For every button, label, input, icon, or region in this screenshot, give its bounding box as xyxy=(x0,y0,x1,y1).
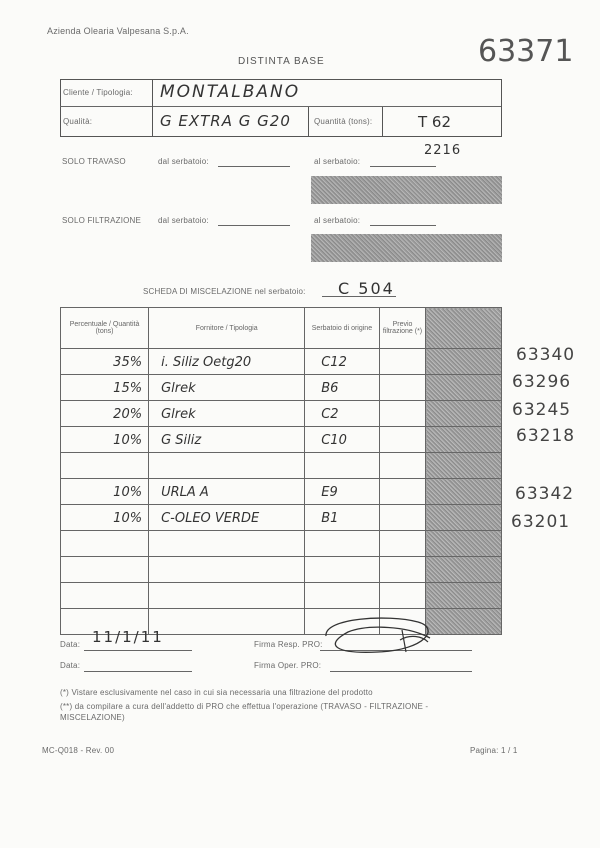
quality-value[interactable]: G EXTRA G G20 xyxy=(160,112,291,130)
row-tank: C2 xyxy=(321,406,339,422)
lot-number: 63342 xyxy=(515,484,575,504)
form-code: MC-Q018 - Rev. 00 xyxy=(42,746,115,755)
table-row xyxy=(61,349,502,375)
signature-resp-label: Firma Resp. PRO: xyxy=(254,640,323,649)
row-qty: 10% xyxy=(113,484,143,500)
row-supplier: URLA A xyxy=(161,484,209,500)
header-quantity: Percentuale / Quantità (tons) xyxy=(61,308,149,349)
table-row xyxy=(61,505,502,531)
client-value[interactable]: MONTALBANO xyxy=(160,82,301,102)
row-shaded xyxy=(426,375,502,401)
miscelazione-label: SCHEDA DI MISCELAZIONE nel serbatoio: xyxy=(143,287,306,296)
qty-right-divider xyxy=(382,107,383,136)
row-tank: C10 xyxy=(321,432,347,448)
client-row-divider xyxy=(60,106,501,107)
travaso-shaded-area xyxy=(311,176,502,204)
client-col-divider xyxy=(152,79,153,136)
client-label: Cliente / Tipologia: xyxy=(63,88,133,97)
row-shaded xyxy=(426,479,502,505)
row-filtration[interactable] xyxy=(379,375,426,401)
row-qty: 10% xyxy=(113,510,143,526)
quantity-value[interactable]: T 62 xyxy=(418,113,452,131)
lot-number: 63340 xyxy=(516,345,576,365)
page-number: Pagina: 1 / 1 xyxy=(470,746,518,755)
filtrazione-from-line[interactable] xyxy=(218,225,290,226)
row-supplier: Glrek xyxy=(161,406,196,422)
filtrazione-from-label: dal serbatoio: xyxy=(158,216,209,225)
row-shaded xyxy=(426,401,502,427)
row-tank: E9 xyxy=(321,484,338,500)
row-supplier: C-OLEO VERDE xyxy=(161,510,260,526)
table-row xyxy=(61,583,502,609)
footnote-filtration: (*) Vistare esclusivamente nel caso in cui sia necessaria una filtrazione del prodotto xyxy=(60,688,373,697)
table-row xyxy=(61,375,502,401)
row-filtration[interactable] xyxy=(379,505,426,531)
travaso-label: SOLO TRAVASO xyxy=(62,157,126,166)
signature-oper-line[interactable] xyxy=(330,671,472,672)
header-filtration: Previo filtrazione (*) xyxy=(379,308,426,349)
row-filtration[interactable] xyxy=(379,531,426,557)
signature-oper-label: Firma Oper. PRO: xyxy=(254,661,322,670)
date2-label: Data: xyxy=(60,661,81,670)
company-name: Azienda Olearia Valpesana S.p.A. xyxy=(47,26,189,36)
row-filtration[interactable] xyxy=(379,453,426,479)
row-filtration[interactable] xyxy=(379,401,426,427)
mix-table xyxy=(60,307,502,635)
travaso-to-value: 2216 xyxy=(424,143,462,158)
row-filtration[interactable] xyxy=(379,427,426,453)
row-shaded xyxy=(426,505,502,531)
travaso-to-line[interactable] xyxy=(370,166,436,167)
row-qty: 20% xyxy=(113,406,143,422)
table-row xyxy=(61,531,502,557)
row-supplier: G Siliz xyxy=(161,432,202,448)
header-shaded xyxy=(426,308,502,349)
table-row xyxy=(61,479,502,505)
row-filtration[interactable] xyxy=(379,349,426,375)
lot-number: 63245 xyxy=(512,400,572,420)
date-value: 11/1/11 xyxy=(92,628,164,646)
table-header-row xyxy=(61,308,502,349)
quality-label: Qualità: xyxy=(63,117,93,126)
row-supplier: i. Siliz Oetg20 xyxy=(161,354,252,370)
row-qty: 15% xyxy=(113,380,143,396)
row-qty: 35% xyxy=(113,354,143,370)
row-shaded xyxy=(426,531,502,557)
filtrazione-to-label: al serbatoio: xyxy=(314,216,361,225)
lot-number: 63218 xyxy=(516,426,576,446)
document-number: 63371 xyxy=(478,34,574,69)
filtrazione-to-line[interactable] xyxy=(370,225,436,226)
table-row xyxy=(61,453,502,479)
lot-number: 63201 xyxy=(511,512,571,532)
header-origin-tank: Serbatoio di origine xyxy=(305,308,379,349)
date-label: Data: xyxy=(60,640,81,649)
table-row xyxy=(61,427,502,453)
travaso-from-label: dal serbatoio: xyxy=(158,157,209,166)
qty-left-divider xyxy=(308,107,309,136)
filtrazione-label: SOLO FILTRAZIONE xyxy=(62,216,142,225)
date2-line[interactable] xyxy=(84,671,192,672)
row-shaded xyxy=(426,453,502,479)
signature-resp-image xyxy=(318,612,440,656)
header-supplier: Fornitore / Tipologia xyxy=(149,308,305,349)
date-line[interactable] xyxy=(84,650,192,651)
row-tank: C12 xyxy=(321,354,347,370)
table-row xyxy=(61,557,502,583)
row-shaded xyxy=(426,427,502,453)
row-filtration[interactable] xyxy=(379,557,426,583)
row-qty: 10% xyxy=(113,432,143,448)
row-shaded xyxy=(426,583,502,609)
travaso-from-line[interactable] xyxy=(218,166,290,167)
row-filtration[interactable] xyxy=(379,479,426,505)
table-row xyxy=(61,401,502,427)
row-tank: B1 xyxy=(321,510,339,526)
row-shaded xyxy=(426,557,502,583)
quantity-label: Quantità (tons): xyxy=(314,117,373,126)
row-tank: B6 xyxy=(321,380,339,396)
travaso-to-label: al serbatoio: xyxy=(314,157,361,166)
row-supplier: Glrek xyxy=(161,380,196,396)
row-filtration[interactable] xyxy=(379,583,426,609)
footnote-operator: (**) da compilare a cura dell'addetto di PRO che effettua l'operazione (TRAVASO - FILTRAZIONE - MISCELAZIONE) xyxy=(60,702,429,722)
document-title: DISTINTA BASE xyxy=(238,56,325,67)
filtrazione-shaded-area xyxy=(311,234,502,262)
miscelazione-tank[interactable]: C 504 xyxy=(338,279,395,298)
lot-number: 63296 xyxy=(512,372,572,392)
row-shaded xyxy=(426,349,502,375)
